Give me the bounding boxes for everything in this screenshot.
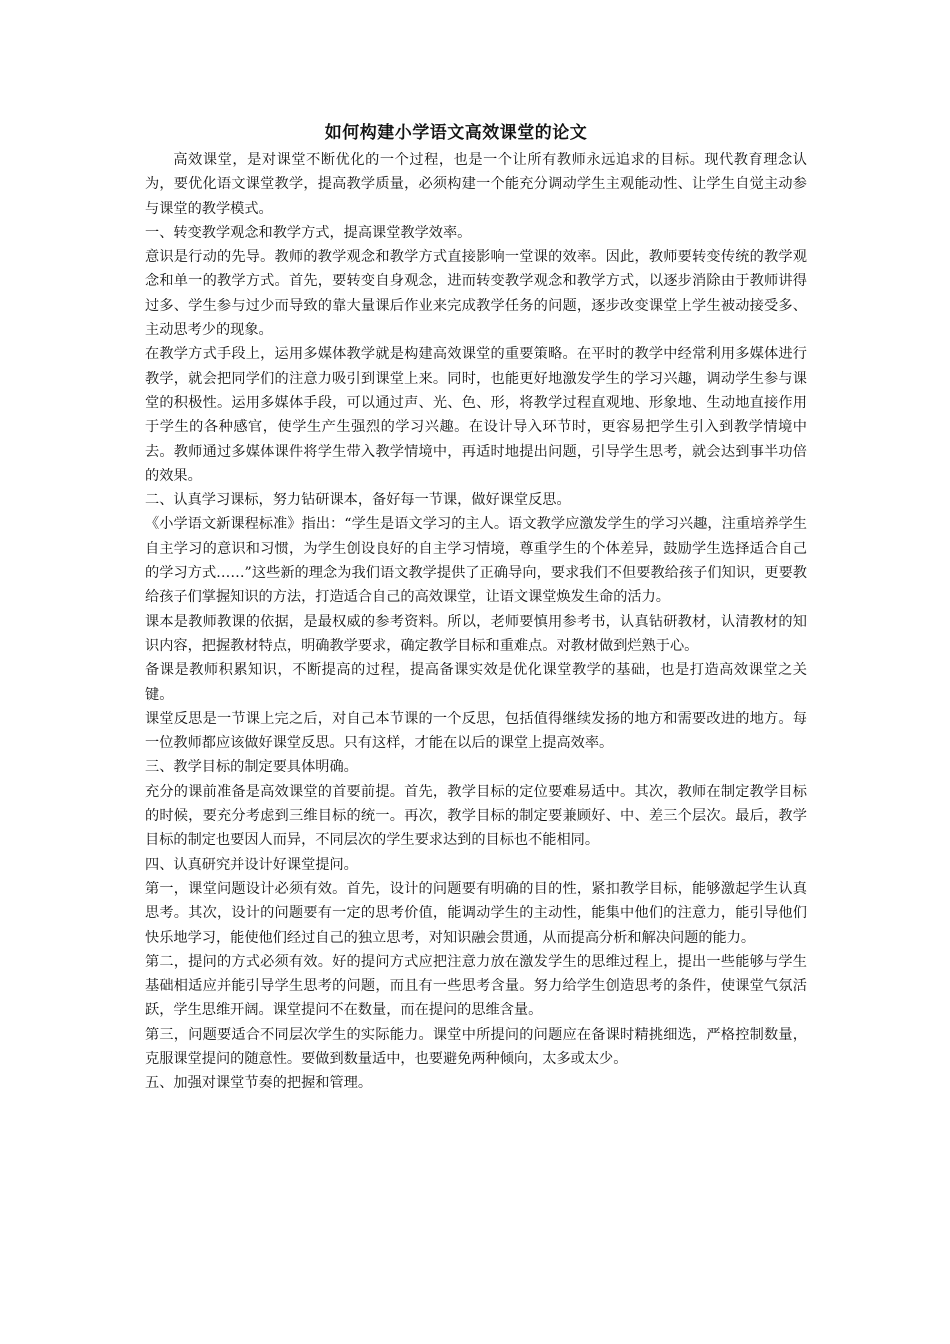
paragraph: 《小学语文新课程标准》指出：“学生是语文学习的主人。语文教学应激发学生的学习兴趣，注重培养学生自主学习的意识和习惯，为学生创设良好的自主学习情境，尊重学生的个体差异，鼓励学生选择适合自己的学习方式……”这些新的理念为我们语文教学提供了正确导向，要求我们不但要教给孩子们知识，更要教给孩子们掌握知识的方法，打造适合自己的高效课堂，让语文课堂焕发生命的活力。 [145,516,807,606]
paragraph: 三、教学目标的制定要具体明确。 [145,759,358,776]
paragraph: 在教学方式手段上，运用多媒体教学就是构建高效课堂的重要策略。在平时的教学中经常利用多媒体进行教学，就会把同学们的注意力吸引到课堂上来。同时，也能更好地激发学生的学习兴趣，调动学生参与课堂的积极性。运用多媒体手段，可以通过声、光、色、形，将教学过程直观地、形象地、生动地直接作用于学生的各种感官，使学生产生强烈的学习兴趣。在设计导入环节时，更容易把学生引入到教学情境中去。教师通过多媒体课件将学生带入教学情境中，再适时地提出问题，引导学生思考，就会达到事半功倍的效果。 [145,346,807,484]
paragraph: 备课是教师积累知识，不断提高的过程，提高备课实效是优化课堂教学的基础，也是打造高效课堂之关键。 [145,662,807,703]
paragraph: 充分的课前准备是高效课堂的首要前提。首先，教学目标的定位要难易适中。其次，教师在制定教学目标的时候，要充分考虑到三维目标的统一。再次，教学目标的制定要兼顾好、中、差三个层次。最后，教学目标的制定也要因人而异，不同层次的学生要求达到的目标也不能相同。 [145,783,807,849]
document-body [145,148,807,1096]
paragraph: 第一，课堂问题设计必须有效。首先，设计的问题要有明确的目的性，紧扣教学目标，能够激起学生认真思考。其次，设计的问题要有一定的思考价值，能调动学生的主动性，能集中他们的注意力，能引导他们快乐地学习，能使他们经过自己的独立思考，对知识融会贯通，从而提高分析和解决问题的能力。 [145,880,807,946]
paragraph: 高效课堂，是对课堂不断优化的一个过程，也是一个让所有教师永远追求的目标。现代教育理念认为，要优化语文课堂教学，提高教学质量，必须构建一个能充分调动学生主观能动性、让学生自觉主动参与课堂的教学模式。 [145,152,807,217]
paragraph: 第三，问题要适合不同层次学生的实际能力。课堂中所提问的问题应在备课时精挑细选，严格控制数量，克服课堂提问的随意性。要做到数量适中，也要避免两种倾向，太多或太少。 [145,1026,807,1067]
paragraph: 第二，提问的方式必须有效。好的提问方式应把注意力放在激发学生的思维过程上，提出一些能够与学生基础相适应并能引导学生思考的问题，而且有一些思考含量。努力给学生创造思考的条件，使课堂气氛活跃，学生思维开阔。课堂提问不在数量，而在提问的思维含量。 [145,953,807,1019]
paragraph: 课本是教师教课的依据，是最权威的参考资料。所以，老师要慎用参考书，认真钻研教材，认清教材的知识内容，把握教材特点，明确教学要求，确定教学目标和重难点。对教材做到烂熟于心。 [145,613,807,654]
document-page [145,118,807,1096]
document-title-text: 如何构建小学语文高效课堂的论文 [324,123,588,143]
paragraph: 课堂反思是一节课上完之后，对自己本节课的一个反思，包括值得继续发扬的地方和需要改进的地方。每一位教师都应该做好课堂反思。只有这样，才能在以后的课堂上提高效率。 [145,710,807,752]
paragraph: 意识是行动的先导。教师的教学观念和教学方式直接影响一堂课的效率。因此，教师要转变传统的教学观念和单一的教学方式。首先，要转变自身观念，进而转变教学观念和教学方式，以逐步消除由于教师讲得过多、学生参与过少而导致的靠大量课后作业来完成教学任务的问题，逐步改变课堂上学生被动接受多、主动思考少的现象。 [145,249,807,339]
paragraph: 一、转变教学观念和教学方式，提高课堂教学效率。 [145,224,472,241]
paragraph: 二、认真学习课标，努力钻研课本，备好每一节课，做好课堂反思。 [145,492,571,509]
paragraph: 四、认真研究并设计好课堂提问。 [145,856,358,873]
document-title [145,118,807,148]
paragraph: 五、加强对课堂节奏的把握和管理。 [145,1075,373,1092]
